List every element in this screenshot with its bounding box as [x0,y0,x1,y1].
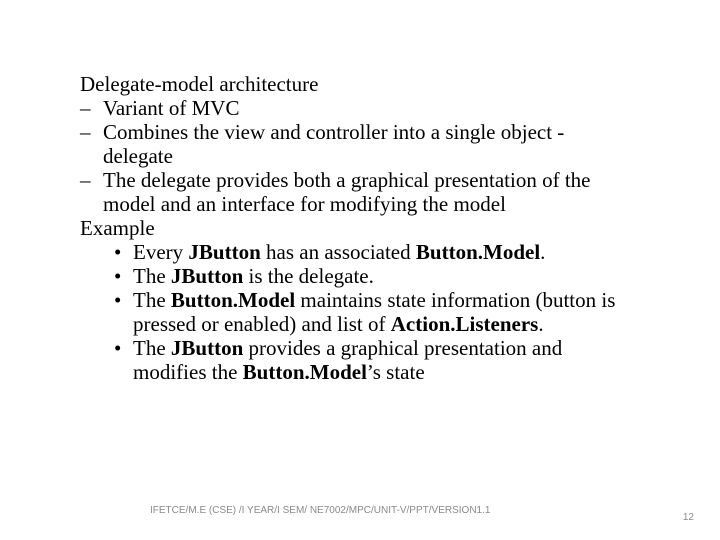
bullet-text: provides a graphical presentation and [243,336,563,360]
bullet-marker: • [114,288,122,312]
bold-term: JButton [170,264,244,288]
bullet-text: The [133,288,171,312]
page-number: 12 [682,512,694,523]
bullet-continuation [80,312,680,336]
bold-term: Button.Model [415,240,541,264]
bullet-text: Every [133,240,189,264]
bullet-text: . [538,312,544,336]
bullet-jbutton-provides [80,336,680,360]
bold-term: JButton [170,336,244,360]
bullet-jbutton-delegate [80,264,680,288]
dash-marker: – [80,168,91,192]
bullet-text: The [133,336,171,360]
bold-term: JButton [188,240,261,264]
bullet-buttonmodel-state [80,288,680,312]
heading-example: Example [80,216,155,240]
bold-term: Button.Model [170,288,296,312]
sub-item-text: Variant of MVC [103,96,240,120]
bullet-every-jbutton [80,240,680,264]
sub-item-text: The delegate provides both a graphical presentation of the [103,168,591,192]
bullet-text: modifies the [133,360,243,384]
bullet-marker: • [114,336,122,360]
dash-marker: – [80,96,91,120]
sub-item-delegate-provides [80,168,680,192]
sub-item-continuation: model and an interface for modifying the model [103,192,506,216]
sub-item-combines [80,120,680,144]
sub-item-text: Combines the view and controller into a single object - [103,120,565,144]
bullet-marker: • [114,240,122,264]
bullet-text: maintains state information (button is [295,288,616,312]
dash-marker: – [80,120,91,144]
bullet-text: pressed or enabled) and list of [133,312,391,336]
bullet-text: ’s state [366,360,425,384]
sub-item-continuation: delegate [103,144,173,168]
heading-delegate-model: Delegate-model architecture [80,72,319,96]
sub-item-variant [80,96,680,120]
bullet-text: The [133,264,171,288]
bullet-text: is the delegate. [243,264,374,288]
bullet-text: has an associated [260,240,416,264]
slide-body [80,72,680,384]
bold-term: Button.Model [242,360,367,384]
bullet-text: . [540,240,546,264]
bullet-continuation [80,360,680,384]
footer-text: IFETCE/M.E (CSE) /I YEAR/I SEM/ NE7002/MPC/UNIT-V/PPT/VERSION1.1 [150,505,491,516]
bold-term: Action.Listeners [390,312,539,336]
bullet-marker: • [114,264,122,288]
